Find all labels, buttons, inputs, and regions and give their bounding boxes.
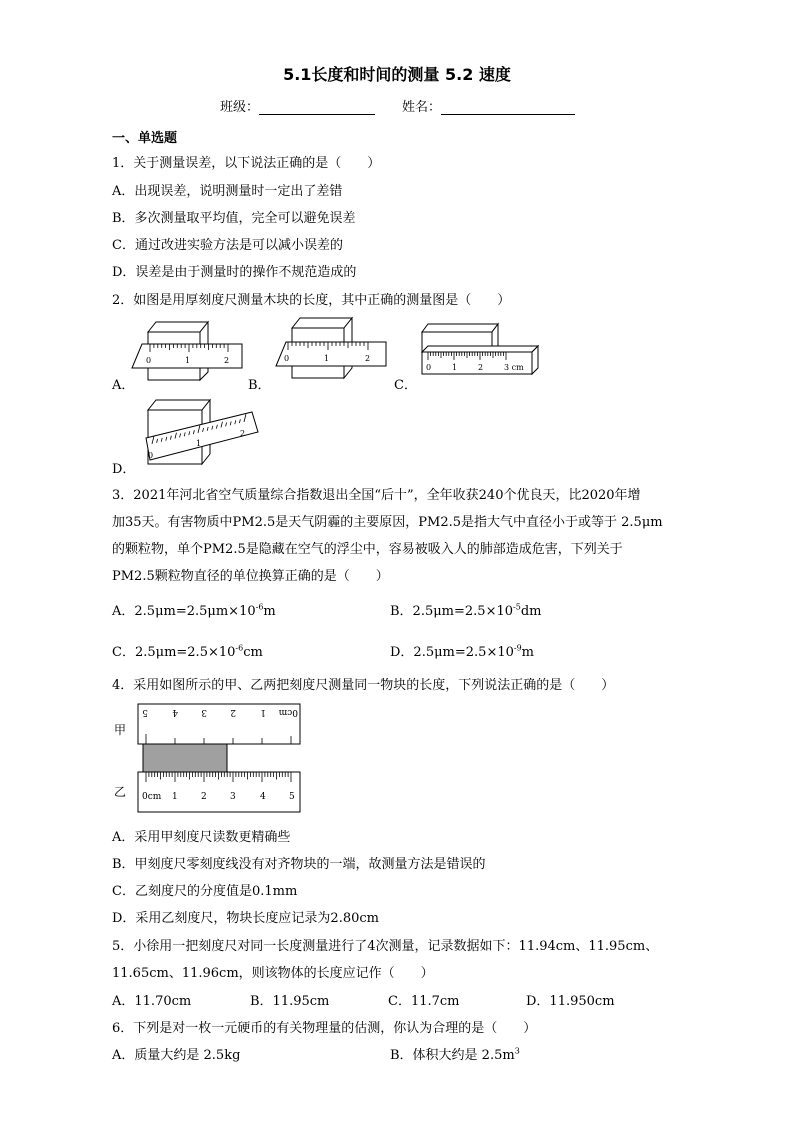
ruler-a-tick-3: 3 [201,707,207,717]
q1-option-c: C．通过改进实验方法是可以减小误差的 [112,238,343,253]
ruler-b-tick-1: 1 [172,792,178,802]
q5-line-1: 5．小徐用一把刻度尺对同一长度测量进行了4次测量，记录数据如下：11.94cm、11.95cm、 [112,939,659,954]
q3-line-2: 加35天。有害物质中PM2.5是天气阴霾的主要原因，PM2.5是指大气中直径小于或等于 2.5μm [112,515,663,530]
q2b-tick-2: 2 [365,354,371,363]
ruler-a-label: 甲 [114,723,127,737]
q4-option-b: B．甲刻度尺零刻度线没有对齐物块的一端，故测量方法是错误的 [112,857,486,872]
q2d-tick-0: 0 [148,451,154,460]
q2a-tick-2: 2 [224,356,230,365]
q2c-tick-3: 3 cm [504,363,524,372]
q2-label-b: B． [248,378,271,393]
q2b-tick-1: 1 [324,354,330,363]
name-field [402,96,575,115]
q2b-tick-0: 0 [284,354,290,363]
q2d-tick-1: 1 [196,439,202,448]
q2-figure-b [272,316,392,384]
q2-figure-d [140,398,260,470]
name-blank [441,100,575,115]
section-heading: 一、单选题 [112,131,178,146]
q2c-tick-1: 1 [452,363,458,372]
page-title: 5.1长度和时间的测量 5.2 速度 [283,65,511,84]
q4-option-d: D．采用乙刻度尺，物块长度应记录为2.80cm [112,911,379,926]
q5-line-2: 11.65cm、11.96cm，则该物体的长度应记作（ ） [112,966,434,981]
q3-option-d: D．$2.5\mu m=2.5\times 10^{-9}m$ [390,643,534,660]
q2d-tick-2: 2 [240,429,246,438]
ruler-b-tick-0: 0cm [142,792,162,802]
q3-line-3: 的颗粒物，单个PM2.5是隐藏在空气的浮尘中，容易被吸入人的肺部造成危害，下列关于 [112,542,623,557]
q6-option-a: A．质量大约是 2.5kg [112,1048,241,1063]
q3-option-c: C．$2.5\mu m=2.5\times 10^{-6}cm$ [112,643,263,660]
q1-option-d: D．误差是由于测量时的操作不规范造成的 [112,265,357,280]
q5-option-b: B．11.95cm [250,994,330,1009]
q3-line-4: PM2.5颗粒物直径的单位换算正确的是（ ） [112,569,389,584]
q5-option-a: A．11.70cm [112,994,192,1009]
q2-label-a: A． [112,378,135,393]
q1-option-b: B．多次测量取平均值，完全可以避免误差 [112,211,356,226]
q5-option-d: D．11.950cm [526,994,615,1009]
q2-figure-c [418,322,540,380]
q6-stem: 6．下列是对一枚一元硬币的有关物理量的估测，你认为合理的是（ ） [112,1021,537,1036]
class-blank [259,100,375,115]
name-label: 姓名： [402,100,442,115]
q1-option-a: A．出现误差，说明测量时一定出了差错 [112,184,343,199]
q2c-tick-2: 2 [478,363,484,372]
q2a-tick-0: 0 [146,356,152,365]
q3-option-b: B．$2.5\mu m=2.5\times 10^{-5}dm$ [390,602,542,619]
ruler-b-label: 乙 [114,785,127,799]
q3-option-a: A．$2.5\mu m=2.5\mu m\times 10^{-6}m$ [112,602,276,619]
ruler-a-tick-4: 4 [172,707,178,717]
q2-label-d: D． [112,462,136,477]
q2-label-c: C． [394,378,417,393]
ruler-a-tick-5: 5 [142,707,148,717]
q3-line-1: 3．2021年河北省空气质量综合指数退出全国“后十”，全年收获240个优良天，比2020年增 [112,488,641,503]
ruler-b-tick-3: 3 [230,792,236,802]
q2-stem: 2．如图是用厚刻度尺测量木块的长度，其中正确的测量图是（ ） [112,293,511,308]
ruler-b-tick-2: 2 [201,792,207,802]
ruler-a-tick-2: 2 [230,707,236,717]
q5-option-c: C．11.7cm [388,994,460,1009]
q2c-tick-0: 0 [426,363,432,372]
ruler-a-tick-0: 0cm [278,707,298,717]
q4-stem: 4．采用如图所示的甲、乙两把刻度尺测量同一物块的长度，下列说法正确的是（ ） [112,678,615,693]
q6-option-b: B．体积大约是 $2.5m^3$ [390,1046,520,1063]
q1-stem: 1．关于测量误差，以下说法正确的是（ ） [112,156,381,171]
q2a-tick-1: 1 [185,356,191,365]
class-label: 班级： [220,100,260,115]
q2-figure-a [128,318,248,384]
q4-figure [110,700,310,816]
ruler-b-tick-5: 5 [289,792,295,802]
measured-block [143,744,227,772]
class-field [220,96,375,115]
ruler-a-tick-1: 1 [260,707,266,717]
q4-option-c: C．乙刻度尺的分度值是0.1mm [112,884,298,899]
q4-option-a: A．采用甲刻度尺读数更精确些 [112,830,291,845]
ruler-b-tick-4: 4 [260,792,266,802]
